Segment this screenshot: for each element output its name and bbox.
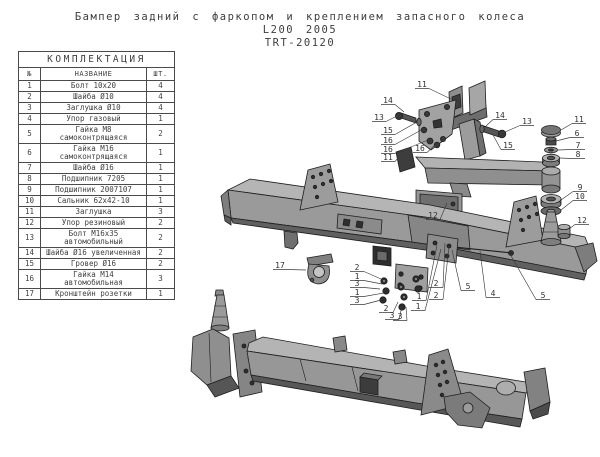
part-qty: 3 [147, 207, 175, 218]
table-row [19, 81, 175, 92]
callout-14: 14 [495, 110, 505, 120]
part-name: Гайка М16 самоконтрящаяся [41, 144, 147, 163]
part-name: Сальник 62х42-10 [41, 196, 147, 207]
callout-3: 3 [354, 278, 360, 288]
part-name: Подшипник 7205 [41, 174, 147, 185]
parts-table-header [19, 52, 175, 68]
part-qty: 4 [147, 81, 175, 92]
part-qty: 4 [147, 103, 175, 114]
callout-2: 2 [433, 290, 439, 300]
part-number: 7 [19, 163, 41, 174]
part-qty: 2 [147, 248, 175, 259]
callout-16: 16 [383, 135, 393, 145]
part-qty: 1 [147, 114, 175, 125]
callout-12: 12 [428, 210, 438, 220]
callout-8: 8 [575, 149, 581, 159]
callout-17: 17 [275, 260, 285, 270]
callout-9: 9 [577, 182, 583, 192]
part-number: 14 [19, 248, 41, 259]
callout-11: 11 [417, 79, 427, 89]
parts-table-title: КОМПЛЕКТАЦИЯ [19, 52, 175, 68]
rubber-plug-side [396, 147, 415, 172]
callout-1: 1 [416, 291, 422, 301]
parts-table-columns [19, 68, 175, 81]
col-name: НАЗВАНИЕ [41, 68, 147, 81]
part-number: 6 [19, 144, 41, 163]
table-row [19, 103, 175, 114]
part-name: Заглушка [41, 207, 147, 218]
part-name: Шайба Ø16 [41, 163, 147, 174]
table-row [19, 174, 175, 185]
part-number: 4 [19, 114, 41, 125]
part-name: Шайба Ø16 увеличенная [41, 248, 147, 259]
callout-1: 1 [354, 271, 360, 281]
part-number: 1 [19, 81, 41, 92]
callout-1: 1 [354, 287, 360, 297]
callout-12: 12 [577, 215, 587, 225]
table-row [19, 248, 175, 259]
frame-mount-plate [426, 234, 458, 263]
bumper-rear-view [191, 287, 550, 428]
part-qty: 1 [147, 196, 175, 207]
part-name: Гайка М8 самоконтрящаяся [41, 125, 147, 144]
rear-cone-stake [211, 290, 229, 331]
carrier-bolt-hardware-right [480, 125, 506, 138]
oval-hole [497, 381, 516, 395]
part-name: Гайка М14 автомобильная [41, 270, 147, 289]
socket-bracket [307, 254, 333, 284]
table-row [19, 259, 175, 270]
part-number: 15 [19, 259, 41, 270]
title-line-3: TRT-20120 [264, 37, 336, 49]
parts-table [18, 51, 175, 300]
part-number: 3 [19, 103, 41, 114]
part-number: 16 [19, 270, 41, 289]
callout-3: 3 [397, 311, 403, 321]
part-name: Заглушка Ø10 [41, 103, 147, 114]
table-row [19, 196, 175, 207]
frame-bracket-fin-right [506, 196, 543, 247]
col-number: № [19, 68, 41, 81]
part-number: 9 [19, 185, 41, 196]
part-number: 5 [19, 125, 41, 144]
callout-15: 15 [383, 125, 393, 135]
title-line-2: L200 2005 [262, 24, 338, 36]
callout-3: 3 [389, 310, 395, 320]
part-qty: 1 [147, 174, 175, 185]
callout-13: 13 [374, 112, 384, 122]
part-qty: 1 [147, 185, 175, 196]
bumper-hitch-view [221, 164, 597, 310]
part-name: Упор газовый [41, 114, 147, 125]
part-number: 2 [19, 92, 41, 103]
rear-bar [247, 336, 532, 427]
callout-15: 15 [503, 140, 513, 150]
part-number: 8 [19, 174, 41, 185]
table-row [19, 289, 175, 300]
part-name: Гровер Ø16 [41, 259, 147, 270]
part-name: Подшипник 2007107 [41, 185, 147, 196]
table-row [19, 114, 175, 125]
callout-5: 5 [465, 281, 471, 291]
table-row [19, 125, 175, 144]
under-bar-bracket [284, 231, 298, 249]
callout-3: 3 [354, 295, 360, 305]
table-row [19, 207, 175, 218]
callout-16: 16 [383, 144, 393, 154]
part-qty: 1 [147, 289, 175, 300]
part-name: Шайба Ø10 [41, 92, 147, 103]
pivot-cap [542, 126, 561, 135]
part-qty: 3 [147, 270, 175, 289]
part-qty: 2 [147, 218, 175, 229]
callout-5: 5 [540, 290, 546, 300]
part-qty: 4 [147, 92, 175, 103]
pivot-bearing-stack [541, 126, 561, 216]
frame-bracket-fin-left [300, 164, 338, 210]
col-qty: ШТ. [147, 68, 175, 81]
callout-2: 2 [354, 262, 360, 272]
part-qty: 1 [147, 144, 175, 163]
callout-6: 6 [574, 128, 580, 138]
callout-1: 1 [415, 301, 421, 311]
part-qty: 2 [147, 259, 175, 270]
part-qty: 1 [147, 163, 175, 174]
top-tab-right [393, 350, 407, 364]
callout-16: 16 [415, 143, 425, 153]
table-row [19, 144, 175, 163]
part-number: 13 [19, 229, 41, 248]
callout-2: 2 [433, 278, 439, 288]
part-number: 17 [19, 289, 41, 300]
table-row [19, 218, 175, 229]
callout-14: 14 [383, 95, 393, 105]
part-name: Болт 10х20 [41, 81, 147, 92]
swing-arm [416, 157, 551, 197]
part-qty: 2 [147, 229, 175, 248]
top-tab-left [333, 336, 347, 352]
part-name: Кронштейн розетки [41, 289, 147, 300]
callout-13: 13 [522, 116, 532, 126]
table-row [19, 163, 175, 174]
table-row [19, 229, 175, 248]
part-number: 12 [19, 218, 41, 229]
table-row [19, 92, 175, 103]
table-row [19, 185, 175, 196]
table-row [19, 270, 175, 289]
callout-11: 11 [383, 152, 393, 162]
part-number: 10 [19, 196, 41, 207]
part-name: Болт М16х35 автомобильный [41, 229, 147, 248]
part-number: 11 [19, 207, 41, 218]
part-qty: 2 [147, 125, 175, 144]
callout-10: 10 [575, 191, 585, 201]
callout-11: 11 [574, 114, 584, 124]
callout-4: 4 [490, 288, 496, 298]
part-name: Упор резиновый [41, 218, 147, 229]
callout-2: 2 [383, 303, 389, 313]
rubber-stop-boss [558, 224, 570, 238]
callout-7: 7 [575, 140, 581, 150]
title-line-1: Бампер задний с фаркопом и креплением запасного колеса [74, 11, 526, 23]
